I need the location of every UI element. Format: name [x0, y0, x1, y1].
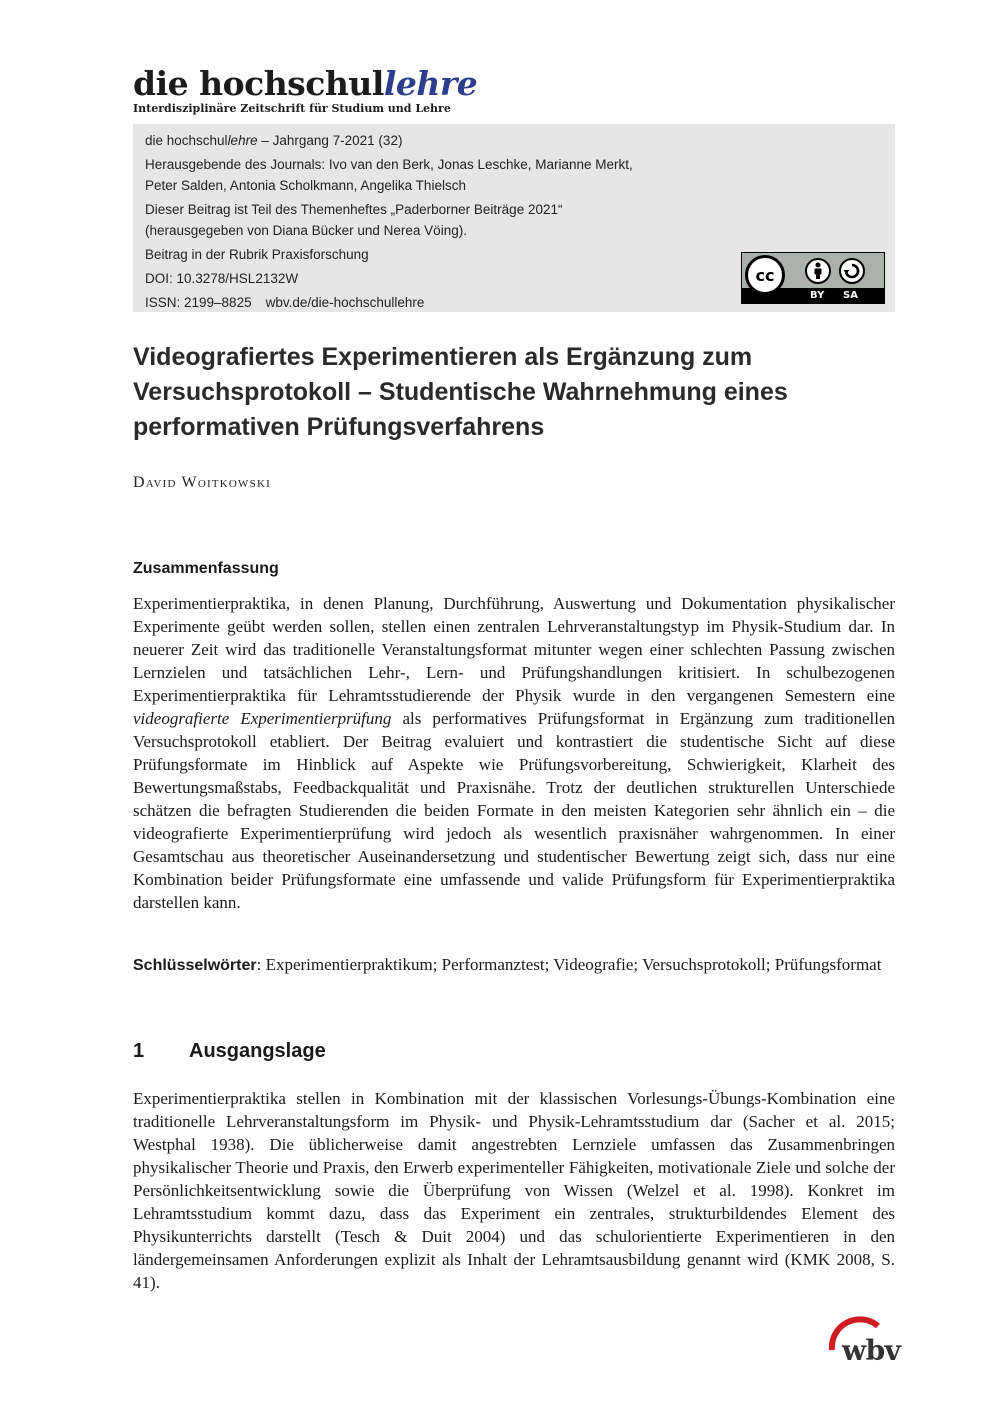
by-label: BY: [810, 290, 825, 301]
journal-logo: [133, 66, 477, 102]
journal-volume-line: [145, 130, 633, 151]
share-alike-icon: [839, 258, 865, 284]
journal-tagline: Interdisziplinäre Zeitschrift für Studium und Lehre: [133, 102, 451, 115]
abstract-heading: Zusammenfassung: [133, 560, 279, 577]
article-title: Videografiertes Experimentieren als Ergänzung zum Versuchsprotokoll – Studentische Wahrnehmung eines performativen Prüfungsverfahrens: [133, 343, 788, 441]
rubric-line: Beitrag in der Rubrik Praxisforschung: [145, 247, 369, 262]
section-number: 1: [133, 1040, 145, 1062]
article-author: David Woitkowski: [133, 474, 271, 491]
section-1-text: Experimentierpraktika stellen in Kombination mit der klassischen Vorlesungs-Übungs-Kombination eine traditionelle Lehrveranstaltungsform im Physik- und Physik-Lehramtsstudium dar (Sacher et al. 2015; Westphal 1938). Die üblicherweise damit angestrebten Lernziele umfassen das Zusammenbringen physikalischer Theorie und Praxis, den Erwerb experimenteller Fähigkeiten, motivationale Ziele und solche der Persönlichkeitsentwicklung sowie die Überprüfung von Wissen (Welzel et al. 1998). Konkret im Lehramtsstudium kommt dazu, dass das Experiment ein zentrales, strukturbildendes Element des Physikunterrichts darstellt (Tesch & Duit 2004) und das schulorientierte Experimentieren in den ländergemeinsamen Anforderungen explizit als Inhalt der Lehramtsausbildung genannt wird (KMK 2008, S. 41).: [133, 1089, 895, 1292]
journal-url-link[interactable]: wbv.de/die-hochschullehre: [265, 295, 425, 310]
journal-volume: – Jahrgang 7-2021 (32): [257, 133, 403, 148]
keywords-label: Schlüsselwörter: [133, 957, 257, 974]
issn: ISSN: 2199–8825: [145, 295, 252, 310]
publisher-logo: [822, 1316, 902, 1376]
section-1-heading: [133, 1040, 326, 1063]
editors-line-1: Herausgebende des Journals: Ivo van den Berk, Jonas Leschke, Marianne Merkt,: [145, 157, 633, 172]
theme-line-2: (herausgegeben von Diana Bücker und Nerea Vöing).: [145, 223, 467, 238]
issn-line: [145, 292, 633, 313]
cc-by-sa-license-badge[interactable]: [741, 252, 885, 304]
abstract-text-part-2: als performatives Prüfungsformat in Ergänzung zum traditionellen Versuchsprotokoll etabliert. Der Beitrag evaluiert und kontrastiert die studentische Sicht auf diese Prüfungsformate im Hinblick auf Aspekte wie Prüfungsvorbereitung, Schwierigkeit, Klarheit des Bewertungsmaßstabs, Feedbackqualität und Praxisnähe. Trotz der deutlichen strukturellen Unterschiede schätzen die befragten Studierenden die beiden Formate in den meisten Kategorien sehr ähnlich ein – die videografierte Experimentierprüfung wird jedoch als wesentlich praxisnäher wahrgenommen. In einer Gesamtschau aus theoretischer Auseinandersetzung und studentischer Bewertung zeigt sich, dass nur eine Kombination beider Prüfungsformate eine umfassende und valide Prüfungsform für Experimentierpraktika darstellen kann.: [133, 709, 896, 912]
keywords-list: : Experimentierpraktikum; Performanztest; Videografie; Versuchsprotokoll; Prüfungsformat: [256, 955, 882, 974]
journal-name-italic: lehre: [227, 133, 258, 148]
attribution-person-icon: [805, 258, 831, 284]
logo-italic: lehre: [383, 64, 478, 103]
section-title: Ausgangslage: [189, 1040, 326, 1062]
journal-masthead: [133, 66, 477, 115]
abstract-text-emphasis: videografierte Experimentierprüfung: [133, 709, 392, 728]
editors-line-2: Peter Salden, Antonia Scholkmann, Angelika Thielsch: [145, 178, 466, 193]
cc-icon: cc: [745, 255, 785, 295]
article-info-box: [133, 124, 895, 312]
logo-main: die hochschul: [133, 64, 384, 103]
journal-name-prefix: die hochschul: [145, 133, 228, 148]
sa-label: SA: [843, 290, 858, 301]
keywords: [133, 953, 895, 977]
theme-line-1: Dieser Beitrag ist Teil des Themenheftes „Paderborner Beiträge 2021“: [145, 202, 563, 217]
abstract-text: [133, 592, 895, 914]
doi-line[interactable]: DOI: 10.3278/HSL2132W: [145, 271, 299, 286]
abstract-text-part-1: Experimentierpraktika, in denen Planung, Durchführung, Auswertung und Dokumentation physikalischer Experimente geübt werden sollen, stellen einen zentralen Lehrveranstaltungstyp im Physik-Studium dar. In neuerer Zeit wird das traditionelle Veranstaltungsformat mitunter wegen einer schlechten Passung zwischen Lernzielen und tatsächlichen Lehr-, Lern- und Prüfungshandlungen kritisiert. In schulbezogenen Experimentierpraktika für Lehramtsstudierende der Physik wurde in den vergangenen Semestern eine: [133, 594, 895, 705]
publisher-logo-text: wbv: [842, 1334, 901, 1367]
